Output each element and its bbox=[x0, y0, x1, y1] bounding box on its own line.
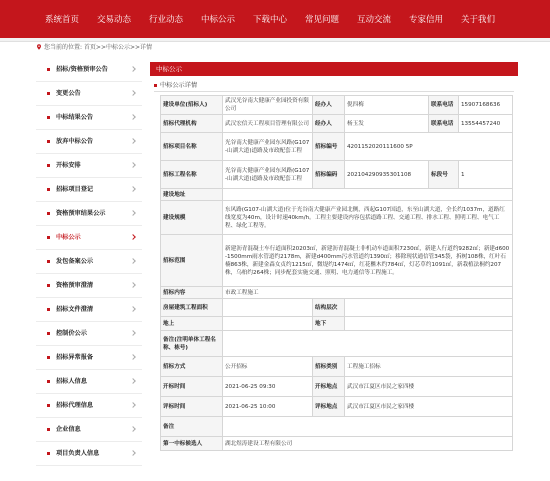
nav-item-expert-credit[interactable]: 专家信用 bbox=[408, 15, 443, 25]
field-value: 13554457240 bbox=[459, 115, 513, 133]
sidebar-item-label: 开标安排 bbox=[56, 162, 81, 169]
bullet-icon bbox=[47, 380, 50, 383]
field-value: 公开招标 bbox=[223, 357, 313, 377]
field-label: 招标内容 bbox=[161, 287, 223, 299]
field-value bbox=[223, 317, 313, 331]
field-value: 武汉光谷南大健康产业园投资有限公司 bbox=[223, 96, 313, 115]
field-label: 评标地点 bbox=[313, 397, 345, 417]
bullet-icon bbox=[47, 164, 50, 167]
field-label: 备注 bbox=[161, 417, 223, 437]
table-row bbox=[161, 331, 513, 357]
table-row bbox=[161, 397, 513, 417]
sidebar-item-prequal-result[interactable] bbox=[36, 202, 142, 226]
table-row bbox=[161, 96, 513, 115]
bullet-icon bbox=[47, 140, 50, 143]
bullet-icon bbox=[47, 116, 50, 119]
nav-item-about[interactable]: 关于我们 bbox=[460, 15, 495, 25]
table-row bbox=[161, 161, 513, 189]
table-row bbox=[161, 317, 513, 331]
breadcrumb-text: 您当前的位置: 首页>>中标公示>>详情 bbox=[44, 44, 153, 51]
bullet-icon bbox=[47, 92, 50, 95]
field-label: 建设单位(招标人) bbox=[161, 96, 223, 115]
nav-item-faq[interactable]: 常见问题 bbox=[304, 15, 339, 25]
detail-table bbox=[160, 95, 513, 451]
sidebar-item-label: 发包备案公示 bbox=[56, 258, 94, 265]
location-pin-icon bbox=[36, 44, 42, 50]
chevron-right-icon bbox=[130, 66, 136, 72]
nav-item-industry-news[interactable]: 行业动态 bbox=[148, 15, 183, 25]
chevron-right-icon bbox=[130, 378, 136, 384]
chevron-right-icon bbox=[130, 90, 136, 96]
nav-item-home[interactable]: 系统首页 bbox=[44, 15, 79, 25]
table-row bbox=[161, 437, 513, 451]
chevron-right-icon bbox=[130, 234, 136, 240]
nav-item-interaction[interactable]: 互动交流 bbox=[356, 15, 391, 25]
field-value: 武汉宏信天工程项目管理有限公司 bbox=[223, 115, 313, 133]
sidebar-item-contract-filing[interactable] bbox=[36, 250, 142, 274]
field-value: 武汉市江夏区市民之家四楼 bbox=[345, 397, 513, 417]
table-row bbox=[161, 377, 513, 397]
field-label: 地上 bbox=[161, 317, 223, 331]
field-value: 杨玉发 bbox=[345, 115, 429, 133]
chevron-right-icon bbox=[130, 210, 136, 216]
field-label: 建设规模 bbox=[161, 201, 223, 235]
panel-title: 中标公示 bbox=[150, 62, 518, 76]
field-value: 光谷南大健康产业园东风路(G107-山湖大道)道路及市政配套工程 bbox=[223, 133, 313, 161]
chevron-right-icon bbox=[130, 354, 136, 360]
field-value bbox=[223, 189, 513, 201]
bullet-icon bbox=[47, 260, 50, 263]
field-label: 经办人 bbox=[313, 96, 345, 115]
main-panel bbox=[150, 62, 518, 481]
chevron-right-icon bbox=[130, 114, 136, 120]
field-value: 15907168636 bbox=[459, 96, 513, 115]
field-label: 招标类别 bbox=[313, 357, 345, 377]
field-value: 市政工程施工 bbox=[223, 287, 513, 299]
detail-subtitle-text: 中标公示详情 bbox=[160, 82, 198, 89]
sidebar-item-exception-report[interactable] bbox=[36, 346, 142, 370]
table-row bbox=[161, 189, 513, 201]
table-row bbox=[161, 299, 513, 317]
sidebar-item-tenderer-info[interactable] bbox=[36, 370, 142, 394]
sidebar-item-label: 资格预审澄清 bbox=[56, 282, 94, 289]
sidebar-item-label: 招标代理信息 bbox=[56, 402, 94, 409]
sidebar-item-tender-notice[interactable] bbox=[36, 58, 142, 82]
sidebar bbox=[36, 58, 142, 481]
field-label: 房屋建筑工程面积 bbox=[161, 299, 223, 317]
field-value bbox=[223, 417, 513, 437]
bullet-icon bbox=[47, 452, 50, 455]
field-label: 备注(注明单体工程名称、栋号) bbox=[161, 331, 223, 357]
bullet-icon bbox=[47, 404, 50, 407]
nav-item-download[interactable]: 下载中心 bbox=[252, 15, 287, 25]
bullet-icon bbox=[47, 68, 50, 71]
sidebar-item-award-result[interactable] bbox=[36, 106, 142, 130]
chevron-right-icon bbox=[130, 426, 136, 432]
field-label: 开标地点 bbox=[313, 377, 345, 397]
field-value: 湖北煜涛建设工程有限公司 bbox=[223, 437, 513, 451]
table-row bbox=[161, 357, 513, 377]
field-value: 1 bbox=[459, 161, 513, 189]
sidebar-item-waive-award[interactable] bbox=[36, 130, 142, 154]
chevron-right-icon bbox=[130, 282, 136, 288]
field-label: 开标时间 bbox=[161, 377, 223, 397]
field-value: 202104290935301108 bbox=[345, 161, 429, 189]
field-label: 招标编码 bbox=[313, 161, 345, 189]
sidebar-item-label: 中标结果公告 bbox=[56, 114, 94, 121]
sidebar-item-change-notice[interactable] bbox=[36, 82, 142, 106]
field-value: 东风路(G107-山湖大道)位于光谷南大健康产业园北侧，西起G107国道，东至山湖大道，全长约1037m，道路红线宽度为40m，设计时速40km/h。工程主要建设内容包括道路工程、交通工程、排水工程、照明工程、电气工程、绿化工程等。 bbox=[223, 201, 513, 235]
field-value: 工程施工招标 bbox=[345, 357, 513, 377]
table-row bbox=[161, 115, 513, 133]
field-value: 新建沥青混凝土车行道面积20203㎡，新建沥青混凝土非机动车道面积7230㎡，新建人行道约9282㎡；新建d600-1500mm雨水管道约2178m，新建d400mm污水管道约1390㎡；移除现状通信管345袋，拆树108株，红叶石楠863株，新建金森女贞约1215㎡，微堤约1474㎡，红花檵木约784㎡，灯芯草约1091㎡，新栽植法桐约207株，乌桕约264株；同步配套实施交通、照明、电力通信等工程施工。 bbox=[223, 235, 513, 287]
field-label: 招标编号 bbox=[313, 133, 345, 161]
chevron-right-icon bbox=[130, 306, 136, 312]
field-label: 联系电话 bbox=[429, 115, 459, 133]
chevron-right-icon bbox=[130, 186, 136, 192]
table-row bbox=[161, 133, 513, 161]
field-label: 招标工程名称 bbox=[161, 161, 223, 189]
breadcrumb bbox=[36, 42, 152, 54]
sidebar-item-opening-schedule[interactable] bbox=[36, 154, 142, 178]
sidebar-item-label: 放弃中标公告 bbox=[56, 138, 94, 145]
table-row bbox=[161, 417, 513, 437]
top-nav bbox=[0, 0, 550, 38]
field-value: 倪四梅 bbox=[345, 96, 429, 115]
field-label: 经办人 bbox=[313, 115, 345, 133]
field-value: 光谷南大健康产业园东风路(G107-山湖大道)道路及市政配套工程 bbox=[223, 161, 313, 189]
field-value bbox=[345, 317, 513, 331]
sidebar-item-label: 招标项目登记 bbox=[56, 186, 94, 193]
sidebar-item-label: 项目负责人信息 bbox=[56, 450, 100, 457]
sidebar-item-agency-info[interactable] bbox=[36, 394, 142, 418]
sidebar-item-control-price[interactable] bbox=[36, 322, 142, 346]
bullet-icon bbox=[47, 332, 50, 335]
sidebar-item-label: 招标文件澄清 bbox=[56, 306, 94, 313]
sidebar-item-label: 资格预审结果公示 bbox=[56, 210, 106, 217]
field-label: 招标方式 bbox=[161, 357, 223, 377]
sidebar-item-company-info[interactable] bbox=[36, 418, 142, 442]
table-row bbox=[161, 235, 513, 287]
sidebar-item-label: 招标/资格预审公告 bbox=[56, 66, 108, 73]
bullet-icon bbox=[47, 284, 50, 287]
sidebar-item-label: 招标异常报备 bbox=[56, 354, 94, 361]
chevron-right-icon bbox=[130, 330, 136, 336]
field-label: 招标项目名称 bbox=[161, 133, 223, 161]
sidebar-item-project-registration[interactable] bbox=[36, 178, 142, 202]
field-label: 结构层次 bbox=[313, 299, 345, 317]
field-label: 地下 bbox=[313, 317, 345, 331]
sidebar-item-label: 控制价公示 bbox=[56, 330, 87, 337]
chevron-right-icon bbox=[130, 138, 136, 144]
field-value: 4201152020111600 5P bbox=[345, 133, 513, 161]
field-label: 建设地址 bbox=[161, 189, 223, 201]
field-label: 标段号 bbox=[429, 161, 459, 189]
bullet-icon bbox=[47, 356, 50, 359]
field-value: 2021-06-25 09:30 bbox=[223, 377, 313, 397]
nav-item-bid-publicity[interactable]: 中标公示 bbox=[200, 15, 235, 25]
sidebar-item-label: 招标人信息 bbox=[56, 378, 87, 385]
sidebar-item-label: 变更公告 bbox=[56, 90, 81, 97]
sidebar-item-prequal-clarify[interactable] bbox=[36, 274, 142, 298]
field-label: 联系电话 bbox=[429, 96, 459, 115]
sidebar-item-label: 企业信息 bbox=[56, 426, 81, 433]
detail-subtitle bbox=[154, 80, 514, 92]
chevron-right-icon bbox=[130, 162, 136, 168]
chevron-right-icon bbox=[130, 258, 136, 264]
bullet-icon bbox=[47, 308, 50, 311]
sidebar-item-label: 中标公示 bbox=[56, 234, 81, 241]
chevron-right-icon bbox=[130, 402, 136, 408]
field-label: 招标代理机构 bbox=[161, 115, 223, 133]
sidebar-item-manager-info[interactable] bbox=[36, 442, 142, 466]
sidebar-item-bid-publicity[interactable] bbox=[36, 226, 142, 250]
field-label: 第一中标候选人 bbox=[161, 437, 223, 451]
bullet-icon bbox=[47, 428, 50, 431]
field-value bbox=[223, 331, 513, 357]
bullet-icon bbox=[47, 188, 50, 191]
field-label: 评标时间 bbox=[161, 397, 223, 417]
chevron-right-icon bbox=[130, 450, 136, 456]
table-row bbox=[161, 287, 513, 299]
bullet-icon bbox=[154, 84, 157, 87]
field-value bbox=[223, 299, 313, 317]
sidebar-item-tender-doc-clarify[interactable] bbox=[36, 298, 142, 322]
field-value: 武汉市江夏区市民之家四楼 bbox=[345, 377, 513, 397]
field-value: 2021-06-25 10:00 bbox=[223, 397, 313, 417]
field-label: 招标范围 bbox=[161, 235, 223, 287]
nav-item-trade-news[interactable]: 交易动态 bbox=[96, 15, 131, 25]
table-row bbox=[161, 201, 513, 235]
bullet-icon bbox=[47, 236, 50, 239]
field-value bbox=[345, 299, 513, 317]
bullet-icon bbox=[47, 212, 50, 215]
